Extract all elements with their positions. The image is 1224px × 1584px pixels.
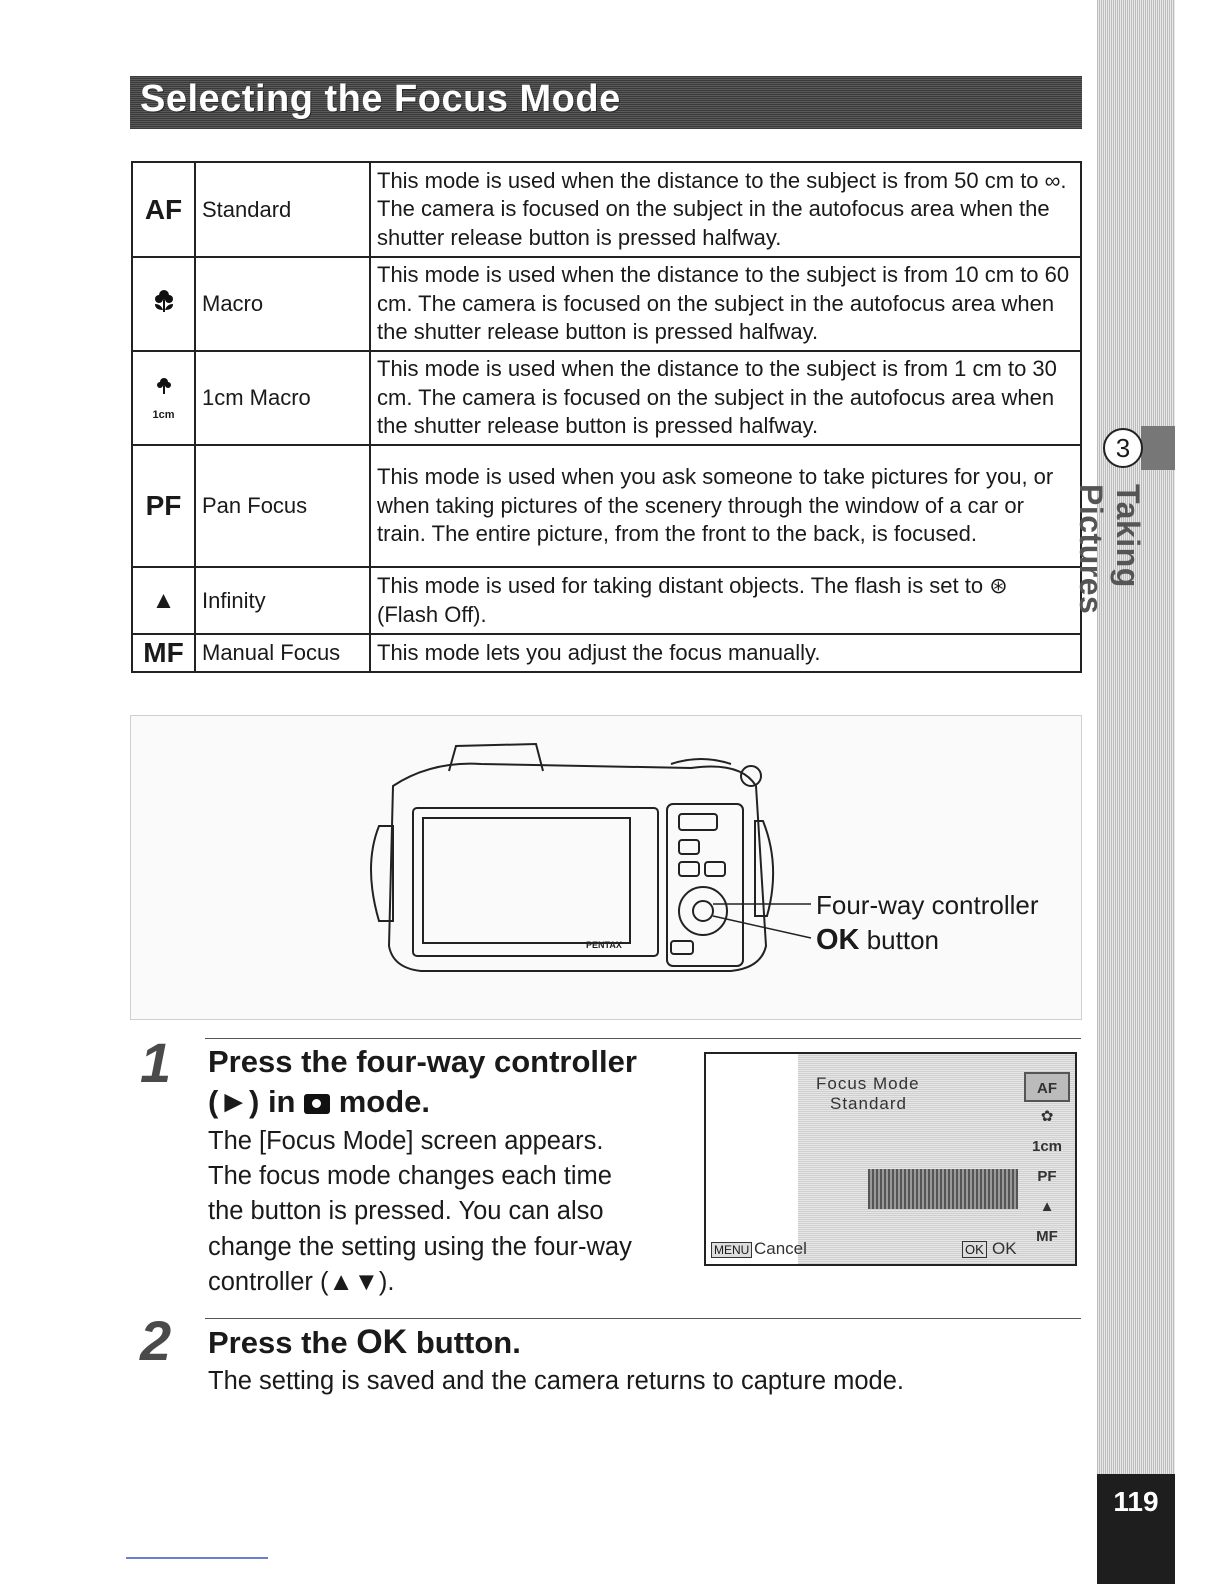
footer-rule	[126, 1557, 268, 1559]
step-heading	[208, 1042, 637, 1122]
lcd-mode-pf: PF	[1037, 1168, 1057, 1185]
step-divider	[205, 1318, 1081, 1319]
mode-name: Infinity	[195, 567, 370, 634]
step-number: 2	[140, 1309, 172, 1372]
button-label: button	[859, 925, 940, 955]
body-line: the button is pressed. You can also	[208, 1197, 604, 1226]
four-way-controller-callout: Four-way controller	[816, 890, 1039, 920]
camera-brand-logo: PENTAX	[586, 940, 622, 950]
body-line: change the setting using the four-way	[208, 1232, 632, 1261]
step-body: The setting is saved and the camera returns to capture mode.	[208, 1367, 904, 1395]
step-divider	[205, 1038, 1081, 1039]
mode-description: This mode is used when you ask someone to take pictures for you, or when taking pictures of the scenery through the window of a car or train. The entire picture, from the front to the back, is focused.	[370, 445, 1081, 567]
step-number: 1	[140, 1031, 172, 1094]
table-row	[132, 351, 1081, 445]
focus-mode-screen-preview	[704, 1052, 1077, 1266]
lcd-cancel-label: Cancel	[754, 1239, 807, 1258]
ok-button-callout	[816, 924, 939, 957]
chapter-title: Taking Pictures	[1073, 484, 1146, 615]
mode-description: This mode lets you adjust the focus manually.	[370, 634, 1081, 672]
body-line: controller (▲▼).	[208, 1267, 395, 1296]
lcd-screen-title: Focus Mode	[816, 1074, 920, 1093]
table-row	[132, 634, 1081, 672]
page-number: 119	[1113, 1486, 1159, 1517]
focus-mode-table	[131, 161, 1082, 673]
lcd-current-mode: Standard	[830, 1094, 907, 1113]
camera-mode-icon	[304, 1094, 330, 1114]
mode-name: Manual Focus	[195, 634, 370, 672]
mode-name: Standard	[195, 162, 370, 257]
chapter-number: 3	[1103, 428, 1143, 468]
lcd-ok-tag: OK	[962, 1241, 987, 1258]
lcd-mode-mf: MF	[1036, 1228, 1058, 1245]
mode-symbol: MF	[132, 634, 195, 672]
step-heading-line: Press the four-way controller	[208, 1044, 637, 1079]
lcd-ok-label: OK	[992, 1239, 1017, 1258]
step-heading-line: (►) in mode.	[208, 1084, 431, 1119]
table-row	[132, 567, 1081, 634]
lcd-mode-1cm-icon: 1cm	[1031, 1138, 1063, 1155]
camera-illustration-panel	[130, 715, 1082, 1020]
mode-description: This mode is used when the distance to the subject is from 50 cm to ∞. The camera is focused on the subject in the autofocus area when the shutter release button is pressed halfway.	[370, 162, 1081, 257]
mode-description: This mode is used when the distance to the subject is from 10 cm to 60 cm. The camera is focused on the subject in the autofocus area when the shutter release button is pressed halfway.	[370, 257, 1081, 351]
mode-name: Pan Focus	[195, 445, 370, 567]
ok-label: OK	[816, 924, 860, 956]
mode-symbol: 1cm	[152, 408, 175, 421]
mode-description: This mode is used for taking distant objects. The flash is set to ⊛ (Flash Off).	[370, 567, 1081, 634]
section-title: Selecting the Focus Mode	[140, 78, 621, 120]
lcd-mode-infinity-icon: ▲	[1039, 1198, 1055, 1215]
mode-symbol: PF	[132, 445, 195, 567]
1cm-macro-flower-icon	[132, 351, 195, 445]
mode-symbol: AF	[132, 162, 195, 257]
mountain-icon: ▲	[132, 567, 195, 634]
chapter-side-tab	[1073, 0, 1175, 1584]
mode-name: Macro	[195, 257, 370, 351]
lcd-mode-macro-icon: ✿	[1040, 1108, 1054, 1125]
lcd-mode-list	[1024, 1072, 1070, 1252]
ok-label: OK	[356, 1323, 408, 1361]
body-line: The [Focus Mode] screen appears.	[208, 1127, 604, 1155]
camera-back-drawing	[131, 716, 1083, 1021]
mode-name: 1cm Macro	[195, 351, 370, 445]
lcd-mode-af: AF	[1024, 1072, 1070, 1102]
table-row	[132, 162, 1081, 257]
step-heading: Press the OK button.	[208, 1323, 521, 1361]
table-row	[132, 445, 1081, 567]
page-number-box	[1097, 1474, 1175, 1584]
lcd-menu-tag: MENU	[711, 1242, 752, 1258]
body-line: The focus mode changes each time	[208, 1162, 612, 1191]
section-title-bar	[130, 76, 1082, 129]
chapter-band	[1141, 426, 1175, 470]
step-body	[208, 1124, 632, 1300]
mode-description: This mode is used when the distance to the subject is from 1 cm to 30 cm. The camera is focused on the subject in the autofocus area when the shutter release button is pressed halfway.	[370, 351, 1081, 445]
table-row	[132, 257, 1081, 351]
macro-flower-icon	[132, 257, 195, 351]
